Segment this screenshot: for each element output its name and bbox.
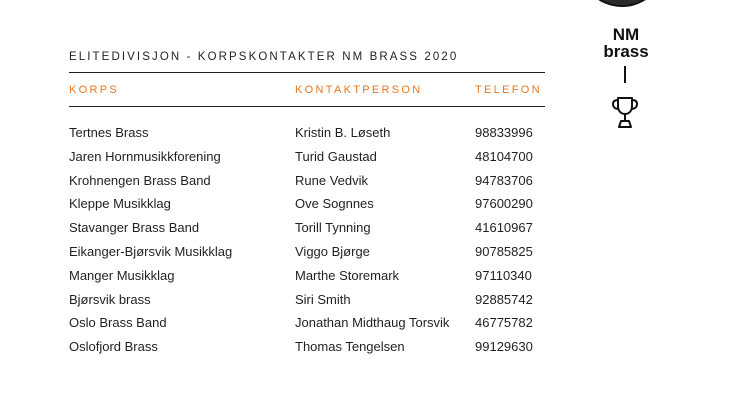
logo-nm-text: NM [612, 25, 640, 44]
telefon-cell: 48104700 [475, 148, 533, 164]
kontaktperson-cell: Siri Smith [295, 291, 351, 307]
table-row [0, 217, 746, 241]
table-row [0, 265, 746, 289]
column-header-telefon: TELEFON [475, 84, 542, 96]
korps-cell: Bjørsvik brass [69, 291, 151, 307]
telefon-cell: 90785825 [475, 243, 533, 259]
korps-cell: Krohnengen Brass Band [69, 172, 211, 188]
kontaktperson-cell: Torill Tynning [295, 220, 371, 236]
page-title: ELITEDIVISJON - KORPSKONTAKTER NM BRASS 2020 [69, 51, 459, 63]
table-row [0, 312, 746, 336]
logo-brass-text: brass [603, 42, 649, 61]
nm-brass-logo [578, 0, 674, 140]
header-rule-top [69, 72, 545, 73]
kontaktperson-cell: Jonathan Midthaug Torsvik [295, 315, 450, 331]
table-row [0, 193, 746, 217]
header-rule-bottom [69, 106, 545, 107]
korps-cell: Jaren Hornmusikkforening [69, 148, 221, 164]
kontaktperson-cell: Ove Sognnes [295, 196, 374, 212]
korps-cell: Eikanger-Bjørsvik Musikklag [69, 243, 233, 259]
telefon-cell: 41610967 [475, 220, 533, 236]
table-row [0, 170, 746, 194]
telefon-cell: 99129630 [475, 339, 533, 355]
kontaktperson-cell: Thomas Tengelsen [295, 339, 405, 355]
kontaktperson-cell: Turid Gaustad [295, 148, 377, 164]
logo-divider [624, 66, 626, 83]
korps-cell: Stavanger Brass Band [69, 220, 200, 236]
kontaktperson-cell: Viggo Bjørge [295, 243, 370, 259]
table-row [0, 146, 746, 170]
korps-cell: Oslofjord Brass [69, 339, 158, 355]
table-row [0, 241, 746, 265]
column-header-kontaktperson: KONTAKTPERSON [295, 84, 423, 96]
korps-cell: Tertnes Brass [69, 125, 149, 140]
korps-cell: Manger Musikklag [69, 267, 175, 283]
table-row [0, 289, 746, 313]
telefon-cell: 97600290 [475, 196, 533, 212]
column-header-korps: KORPS [69, 84, 120, 96]
telefon-cell: 98833996 [475, 125, 533, 140]
telefon-cell: 46775782 [475, 315, 533, 331]
korps-cell: Kleppe Musikklag [69, 196, 171, 212]
kontaktperson-cell: Marthe Storemark [295, 267, 400, 283]
table-row [0, 336, 746, 360]
kontaktperson-cell: Kristin B. Løseth [295, 125, 391, 140]
korps-cell: Oslo Brass Band [69, 315, 167, 331]
telefon-cell: 92885742 [475, 291, 533, 307]
kontaktperson-cell: Rune Vedvik [295, 172, 368, 188]
logo-emblem-disc [560, 0, 684, 8]
contact-table [0, 122, 746, 360]
telefon-cell: 97110340 [475, 267, 532, 283]
telefon-cell: 94783706 [475, 172, 533, 188]
trophy-icon [611, 96, 639, 130]
